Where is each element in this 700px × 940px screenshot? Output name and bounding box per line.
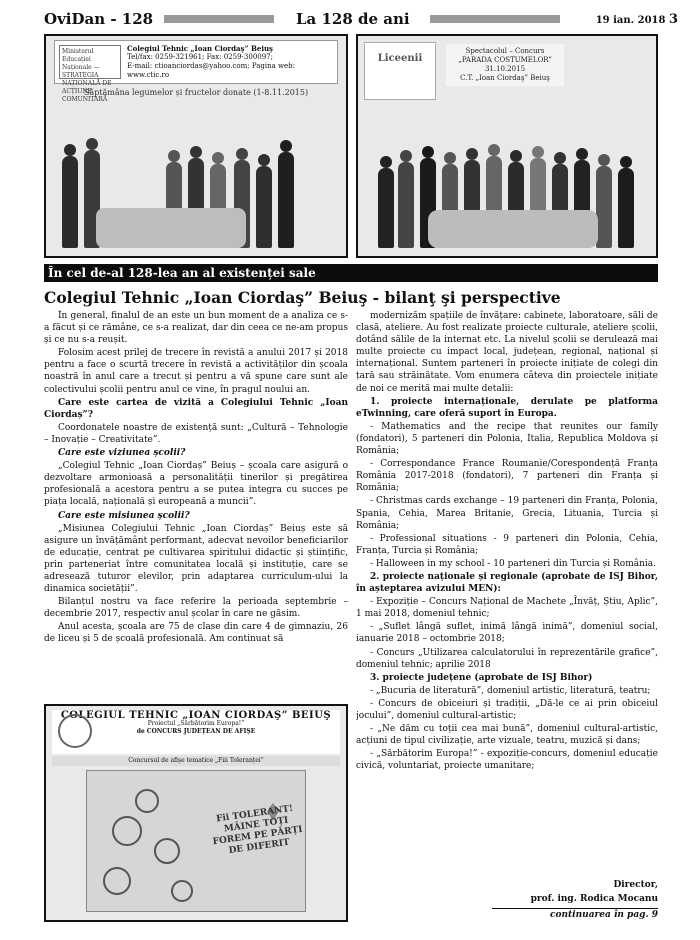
poster-drawing: [86, 770, 306, 912]
signature-name: prof. ing. Rodica Mocanu: [530, 894, 658, 904]
right-subheading: 1. proiecte internaționale, derulate pe platforma eTwinning, care oferă suport în Europa.: [356, 396, 658, 419]
photo1-head-line-2: Tel/fax: 0259-321961; Fax: 0259-300097;: [127, 53, 273, 61]
signature-rule: [492, 908, 658, 909]
right-list-item: - Concurs „Utilizarea calculatorului în reprezentările grafice”, domeniul tehnic; aprilie 2018: [356, 647, 658, 670]
header-left: OviDan - 128: [44, 10, 154, 28]
right-list-item: - Expoziție – Concurs Național de Machete „Învăț, Știu, Aplic”, 1 mai 2018, domeniul tehnic;: [356, 597, 658, 620]
left-paragraph: Coordonatele noastre de existență sunt: „Cultură – Tehnologie – Inovație – Creativitate”.: [44, 422, 348, 445]
right-list-item: - „Sărbătorim Europa!” - expoziție-concurs, domeniul educație civică, voluntariat, proiecte umanitare;: [356, 749, 658, 772]
right-list-item: - Mathematics and the recipe that reunites our family (fondatori), 5 parteneri din Polonia, Italia, Republica Moldova și România;: [356, 421, 658, 457]
photo3-band: Concursul de afișe tematice „Fiii Toleranței”: [52, 756, 340, 766]
photo-food-donation: [44, 34, 348, 258]
photo2-line-3: C.T. „Ioan Ciordaş” Beiuş: [460, 74, 550, 82]
photo3-sub-1: Proiectul „Sărbătorim Europa!”: [147, 720, 245, 727]
photo1-head-line-3: E-mail: ctioanciordas@yahoo.com; Pagina web: www.ctic.ro: [127, 62, 296, 79]
right-list-item: - „Bucuria de literatură”, domeniul artistic, literatură, teatru;: [370, 685, 651, 696]
right-list-item: - Christmas cards exchange – 19 parteneri din Franța, Polonia, Spania, Cehia, Marea Britanie, Grecia, Lituania, Turcia și România;: [356, 496, 658, 531]
right-list-item: - „Ne dăm cu toții cea mai bună”, domeniul cultural-artistic, acțiuni de tipul civilizație, arte vizuale, teatru, muzică și dans;: [356, 724, 658, 747]
header-rule-left: [164, 15, 274, 23]
right-subheading: 2. proiecte naționale și regionale (aprobate de ISJ Bihor, în așteptarea avizului MEN):: [356, 571, 658, 595]
page-header: [44, 8, 678, 30]
left-paragraph: „Misiunea Colegiului Tehnic „Ioan Ciordaș” Beiuș este să asigure un învățământ performant, adecvat nevoilor beneficiarilor de educație, centrat pe cultivarea spiritului didactic și științific, prin parteneriat între comunitatea locală și instituție, care se adresează tuturor elevilor, prin adaptarea curriculum-ului la dinamica societății”.: [44, 523, 348, 595]
right-list-item: - Halloween in my school - 10 parteneri din Turcia și România.: [370, 558, 657, 569]
header-page-number: 3: [668, 11, 678, 27]
photo1-group-people: [56, 98, 336, 248]
photo2-line-2: 31.10.2015: [484, 65, 526, 73]
photo3-sub-2: de CONCURS JUDEȚEAN DE AFIȘE: [136, 728, 256, 735]
liceenii-banner: Liceenii: [364, 42, 436, 100]
photo3-header: [52, 710, 340, 754]
school-seal-icon: [58, 714, 92, 748]
left-question: Care este viziunea școlii?: [58, 448, 186, 459]
continued-note: continuarea în pag. 9: [550, 910, 658, 920]
drawing-slogan: Fii TOLERANT! MÂINE TOȚI FOREM PE PĂRȚI DE DIFERIT: [212, 803, 304, 857]
photo3-title: COLEGIUL TEHNIC „IOAN CIORDAŞ” BEIUŞ: [60, 710, 332, 721]
section-heading-bar: În cel de-al 128-lea an al existenței sale: [44, 264, 658, 282]
right-subheading: 3. proiecte județene (aprobate de ISJ Bihor): [370, 672, 593, 683]
photo2-event-text: [446, 44, 564, 86]
ministry-logo: Ministerul Educației Naționale — STRATEGIA NAȚIONALĂ DE ACȚIUNE COMUNITARĂ: [59, 45, 121, 79]
left-paragraph: În general, finalul de an este un bun moment de a analiza ce s-a făcut și ce rămâne, ce s-a realizat, dar din ceea ce ne-am propus și ce nu s-a reușit.: [44, 311, 348, 346]
left-paragraph: Anul acesta, școala are 75 de clase din care 4 de gimnaziu, 26 de liceu și 5 de școală profesională. Am continuat să: [44, 622, 348, 645]
left-paragraph: Bilanțul nostru va face referire la perioada septembrie – decembrie 2017, respectiv anul școlar în care ne găsim.: [44, 597, 348, 620]
article-title: Colegiul Tehnic „Ioan Ciordaş” Beiuş - bilanţ şi perspective: [44, 288, 561, 307]
right-list-item: - Correspondance France Roumanie/Corespondență Franța România 2017-2018 (fondatori), 7 parteneri din Franța și România;: [356, 459, 658, 494]
left-question: Care este cartea de vizită a Colegiului Tehnic „Ioan Ciordaș”?: [44, 397, 348, 420]
article-column-right: [356, 310, 658, 880]
left-question: Care este misiunea școlii?: [58, 510, 190, 521]
header-date-text: 19 ian. 2018: [595, 14, 666, 26]
right-paragraph: modernizăm spațiile de învățare: cabinete, laboratoare, săli de clasă, ateliere. Au fost realizate proiecte culturale, ateliere școlii, dotând sălile de la internat etc. La nivelul școlii se derulează mai multe proiecte cu impact local, județean, regional, național și internațional. Suntem parteneri în proiecte inițiate de colegi din țară sau străinătate. Vom enumera câteva din proiectele inițiate de noi ce merită mai multe detalii:: [356, 311, 658, 394]
photo-poster-contest: [44, 704, 348, 922]
header-center-title: La 128 de ani: [296, 10, 410, 28]
right-list-item: - „Suflet lângă suflet, inimă lângă inimă”, domeniul social, ianuarie 2018 – octombrie 2018;: [356, 622, 658, 645]
photo1-caption: Săptămâna legumelor și fructelor donate (1-8.11.2015): [83, 88, 309, 97]
photo1-head-line-1: Colegiul Tehnic „Ioan Ciordaş” Beiuş: [127, 44, 274, 53]
photo2-line-1: Spectacolul – Concurs „PARADA COSTUMELOR”: [458, 47, 552, 64]
signature-role: Director,: [613, 880, 658, 890]
header-rule-right: [430, 15, 560, 23]
right-list-item: - Concurs de obiceiuri și tradiții, „Dă-le ce ai prin obiceiul jocului”, domeniul cultural-artistic;: [356, 698, 658, 721]
photo-costume-parade: [356, 34, 658, 258]
article-column-left: [44, 310, 348, 698]
right-list-item: - Professional situations - 9 parteneri din Polonia, Cehia, Franța, Turcia și România;: [356, 533, 658, 556]
left-paragraph: „Colegiul Tehnic „Ioan Ciordaș” Beiuș – școala care asigură o dezvoltare armonioasă a personalității tinerilor și pregătirea profesională a acestora pentru a se putea integra cu succes pe piața locală, națională și europeană a muncii”.: [44, 461, 348, 508]
left-paragraph: Folosim acest prilej de trecere în revistă a anului 2017 și 2018 pentru a face o scurtă trecere în revistă a activităților din școala noastră în anul care a trecut și pentru a vă spune care sunt ale colectivului școlii pentru anul ce vine, în pragul noului an.: [44, 348, 348, 395]
header-date: [572, 12, 678, 27]
photo2-group-people: [368, 128, 646, 248]
